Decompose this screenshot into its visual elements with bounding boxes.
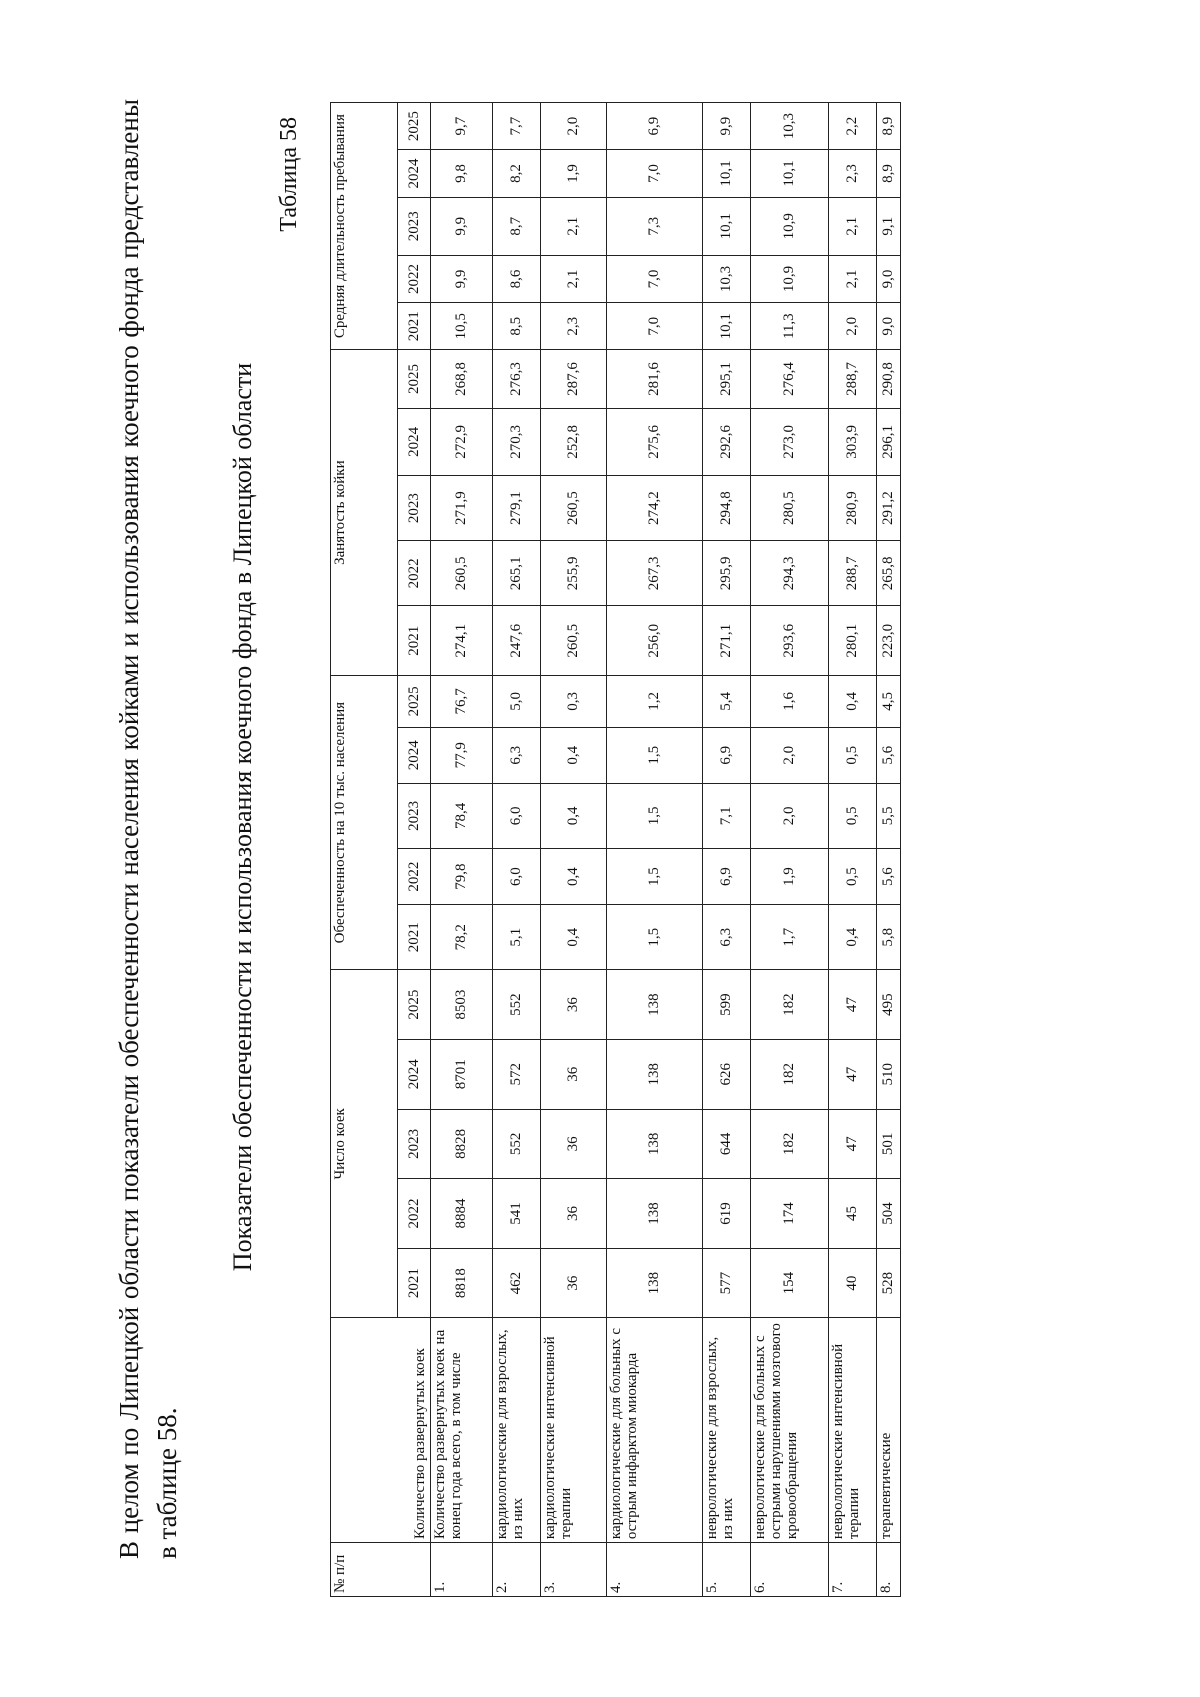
cell-occupancy: 252,8 [541,408,607,475]
header-year: 2022 [398,848,431,904]
intro-paragraph: В целом по Липецкой области показатели обеспеченности населения койками и использования коечного фонда представлены в таблице 58. [114,99,182,1559]
cell-beds: 8818 [431,1248,493,1318]
cell-supply: 6,3 [703,905,751,970]
header-year: 2023 [398,783,431,848]
cell-occupancy: 293,6 [751,606,829,676]
table-row [829,103,877,1597]
cell-stay: 10,1 [703,150,751,197]
cell-supply: 1,2 [607,676,703,728]
cell-beds: 138 [607,1179,703,1249]
cell-beds: 495 [877,970,901,1040]
cell-occupancy: 292,6 [703,408,751,475]
row-number: 2. [493,1543,541,1597]
cell-supply: 5,5 [877,783,901,848]
cell-stay: 8,2 [493,150,541,197]
cell-stay: 10,9 [751,197,829,255]
cell-occupancy: 288,7 [829,350,877,408]
cell-occupancy: 294,3 [751,541,829,606]
cell-occupancy: 291,2 [877,476,901,541]
cell-stay: 6,9 [607,103,703,150]
cell-occupancy: 223,0 [877,606,901,676]
row-number: 8. [877,1543,901,1597]
cell-stay: 9,9 [431,197,493,255]
cell-stay: 2,0 [829,303,877,350]
row-number: 3. [541,1543,607,1597]
cell-supply: 6,3 [493,727,541,783]
cell-supply: 1,5 [607,783,703,848]
cell-occupancy: 247,6 [493,606,541,676]
row-label: кардиологические интенсивной терапии [541,1318,607,1543]
cell-beds: 462 [493,1248,541,1318]
cell-occupancy: 280,5 [751,476,829,541]
cell-supply: 0,5 [829,848,877,904]
cell-stay: 9,7 [431,103,493,150]
header-year: 2025 [398,970,431,1040]
row-label: неврологические для взрослых, из них [703,1318,751,1543]
row-label: Количество развернутых коек на конец года всего, в том числе [431,1318,493,1543]
cell-supply: 6,9 [703,727,751,783]
cell-supply: 1,5 [607,905,703,970]
cell-stay: 11,3 [751,303,829,350]
cell-beds: 182 [751,1039,829,1109]
row-label: неврологические интенсивной терапии [829,1318,877,1543]
cell-stay: 2,3 [541,303,607,350]
cell-stay: 9,9 [703,103,751,150]
cell-occupancy: 279,1 [493,476,541,541]
table-row [493,103,541,1597]
cell-beds: 36 [541,1039,607,1109]
cell-supply: 5,6 [877,727,901,783]
cell-supply: 78,4 [431,783,493,848]
cell-beds: 45 [829,1179,877,1249]
header-year: 2024 [398,727,431,783]
row-label: неврологические для больных с острыми нарушениями мозгового кровообращения [751,1318,829,1543]
cell-beds: 47 [829,1109,877,1179]
bed-fund-table [330,102,901,1597]
cell-occupancy: 303,9 [829,408,877,475]
cell-occupancy: 276,3 [493,350,541,408]
cell-occupancy: 281,6 [607,350,703,408]
cell-occupancy: 275,6 [607,408,703,475]
header-year: 2023 [398,1109,431,1179]
cell-occupancy: 265,1 [493,541,541,606]
header-year: 2025 [398,103,431,150]
cell-stay: 2,1 [541,197,607,255]
cell-supply: 0,4 [541,783,607,848]
cell-occupancy: 294,8 [703,476,751,541]
cell-supply: 76,7 [431,676,493,728]
table-row [431,103,493,1597]
cell-beds: 138 [607,1109,703,1179]
row-label: кардиологические для взрослых, из них [493,1318,541,1543]
cell-supply: 4,5 [877,676,901,728]
cell-stay: 9,0 [877,303,901,350]
cell-stay: 2,1 [829,197,877,255]
cell-beds: 8503 [431,970,493,1040]
header-year: 2025 [398,350,431,408]
cell-stay: 8,5 [493,303,541,350]
header-group-occupancy: Занятость койки [331,350,398,676]
cell-occupancy: 295,1 [703,350,751,408]
cell-occupancy: 270,3 [493,408,541,475]
cell-occupancy: 295,9 [703,541,751,606]
cell-stay: 7,0 [607,255,703,302]
cell-stay: 2,0 [541,103,607,150]
table-title: Показатели обеспеченности и использования коечного фонда в Липецкой области [228,362,257,1272]
row-number: 6. [751,1543,829,1597]
cell-beds: 182 [751,1109,829,1179]
table-row [751,103,829,1597]
cell-beds: 36 [541,1248,607,1318]
cell-stay: 7,3 [607,197,703,255]
cell-supply: 77,9 [431,727,493,783]
cell-supply: 79,8 [431,848,493,904]
cell-supply: 1,6 [751,676,829,728]
cell-stay: 2,1 [541,255,607,302]
cell-beds: 528 [877,1248,901,1318]
header-year: 2022 [398,1179,431,1249]
cell-occupancy: 287,6 [541,350,607,408]
cell-supply: 0,5 [829,727,877,783]
header-year: 2021 [398,905,431,970]
cell-supply: 0,4 [541,727,607,783]
header-year: 2024 [398,150,431,197]
cell-beds: 174 [751,1179,829,1249]
cell-supply: 7,1 [703,783,751,848]
cell-supply: 6,0 [493,783,541,848]
header-year: 2023 [398,197,431,255]
header-group-supply: Обеспеченность на 10 тыс. населения [331,676,398,970]
header-name: Количество развернутых коек [331,1318,431,1543]
cell-occupancy: 268,8 [431,350,493,408]
cell-supply: 0,3 [541,676,607,728]
cell-occupancy: 280,1 [829,606,877,676]
header-year: 2022 [398,255,431,302]
cell-stay: 9,8 [431,150,493,197]
table-row [607,103,703,1597]
cell-stay: 2,1 [829,255,877,302]
cell-stay: 10,9 [751,255,829,302]
row-number: 5. [703,1543,751,1597]
cell-supply: 2,0 [751,783,829,848]
table-row [541,103,607,1597]
header-year: 2025 [398,676,431,728]
cell-beds: 510 [877,1039,901,1109]
cell-stay: 10,3 [751,103,829,150]
cell-supply: 0,4 [829,676,877,728]
cell-occupancy: 280,9 [829,476,877,541]
cell-stay: 10,1 [703,197,751,255]
cell-occupancy: 296,1 [877,408,901,475]
cell-supply: 5,0 [493,676,541,728]
cell-beds: 541 [493,1179,541,1249]
cell-stay: 8,9 [877,103,901,150]
cell-occupancy: 288,7 [829,541,877,606]
header-row-groups [331,103,398,1597]
cell-beds: 138 [607,1039,703,1109]
cell-occupancy: 273,0 [751,408,829,475]
header-year: 2024 [398,408,431,475]
cell-occupancy: 274,2 [607,476,703,541]
cell-beds: 182 [751,970,829,1040]
cell-stay: 10,3 [703,255,751,302]
cell-supply: 0,4 [541,848,607,904]
cell-stay: 10,5 [431,303,493,350]
cell-beds: 36 [541,970,607,1040]
cell-beds: 504 [877,1179,901,1249]
cell-supply: 1,5 [607,848,703,904]
cell-supply: 6,0 [493,848,541,904]
cell-occupancy: 255,9 [541,541,607,606]
cell-beds: 572 [493,1039,541,1109]
cell-beds: 501 [877,1109,901,1179]
cell-occupancy: 260,5 [541,476,607,541]
cell-supply: 5,4 [703,676,751,728]
cell-beds: 552 [493,970,541,1040]
cell-supply: 1,5 [607,727,703,783]
cell-supply: 5,6 [877,848,901,904]
cell-occupancy: 256,0 [607,606,703,676]
cell-beds: 36 [541,1179,607,1249]
cell-supply: 6,9 [703,848,751,904]
cell-supply: 5,1 [493,905,541,970]
cell-beds: 138 [607,970,703,1040]
cell-beds: 644 [703,1109,751,1179]
cell-beds: 626 [703,1039,751,1109]
cell-stay: 8,9 [877,150,901,197]
table-body [431,103,901,1597]
row-number: 4. [607,1543,703,1597]
header-year: 2021 [398,303,431,350]
cell-supply: 1,7 [751,905,829,970]
cell-stay: 9,9 [431,255,493,302]
cell-occupancy: 271,9 [431,476,493,541]
cell-supply: 78,2 [431,905,493,970]
cell-supply: 0,4 [829,905,877,970]
cell-occupancy: 276,4 [751,350,829,408]
cell-beds: 8701 [431,1039,493,1109]
cell-stay: 1,9 [541,150,607,197]
cell-beds: 577 [703,1248,751,1318]
table-row [703,103,751,1597]
cell-beds: 552 [493,1109,541,1179]
header-year: 2023 [398,476,431,541]
cell-stay: 9,1 [877,197,901,255]
cell-occupancy: 267,3 [607,541,703,606]
cell-stay: 2,2 [829,103,877,150]
cell-occupancy: 272,9 [431,408,493,475]
cell-occupancy: 271,1 [703,606,751,676]
header-group-beds: Число коек [331,970,398,1318]
row-label: терапевтические [877,1318,901,1543]
header-year: 2021 [398,1248,431,1318]
cell-stay: 10,1 [751,150,829,197]
cell-beds: 619 [703,1179,751,1249]
cell-beds: 8828 [431,1109,493,1179]
header-num: № п/п [331,1543,431,1597]
cell-beds: 599 [703,970,751,1040]
cell-stay: 7,0 [607,150,703,197]
cell-stay: 9,0 [877,255,901,302]
cell-supply: 5,8 [877,905,901,970]
cell-stay: 2,3 [829,150,877,197]
header-year: 2021 [398,606,431,676]
header-year: 2022 [398,541,431,606]
cell-beds: 36 [541,1109,607,1179]
cell-beds: 8884 [431,1179,493,1249]
cell-occupancy: 290,8 [877,350,901,408]
cell-stay: 7,0 [607,303,703,350]
cell-stay: 8,6 [493,255,541,302]
cell-stay: 10,1 [703,303,751,350]
cell-occupancy: 274,1 [431,606,493,676]
header-group-stay: Средняя длительность пребывания [331,103,398,350]
header-year: 2024 [398,1039,431,1109]
cell-stay: 8,7 [493,197,541,255]
cell-occupancy: 260,5 [541,606,607,676]
cell-beds: 47 [829,970,877,1040]
cell-stay: 7,7 [493,103,541,150]
row-number: 7. [829,1543,877,1597]
row-number: 1. [431,1543,493,1597]
cell-supply: 2,0 [751,727,829,783]
cell-supply: 1,9 [751,848,829,904]
cell-beds: 138 [607,1248,703,1318]
cell-supply: 0,4 [541,905,607,970]
cell-beds: 40 [829,1248,877,1318]
row-label: кардиологические для больных с острым инфарктом миокарда [607,1318,703,1543]
table-row [877,103,901,1597]
table-caption: Таблица 58 [276,117,302,232]
cell-occupancy: 260,5 [431,541,493,606]
cell-occupancy: 265,8 [877,541,901,606]
cell-beds: 154 [751,1248,829,1318]
cell-beds: 47 [829,1039,877,1109]
cell-supply: 0,5 [829,783,877,848]
